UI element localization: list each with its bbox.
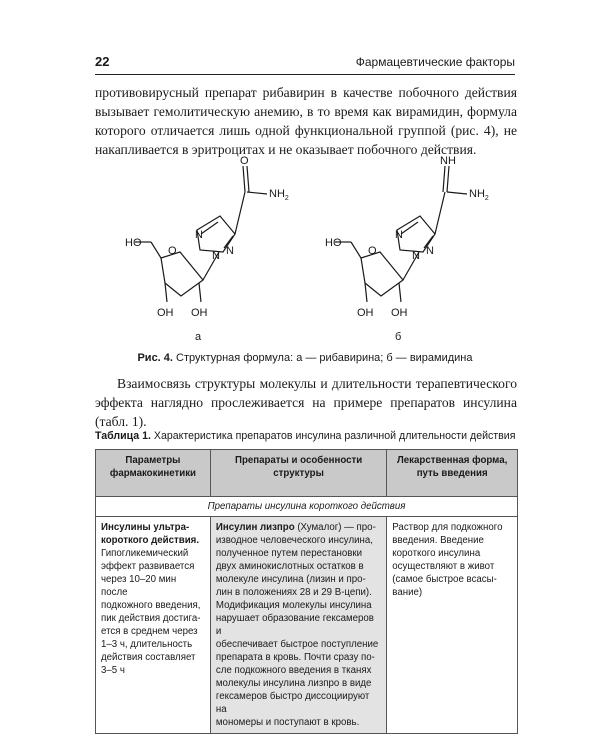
running-title: Фармацевтические факторы <box>355 55 515 69</box>
insulin-table <box>95 449 518 734</box>
hydroxyl-ho-b: HO <box>325 237 342 249</box>
figure-label-a: а <box>195 331 202 343</box>
figure-label-b: б <box>395 331 402 343</box>
page-header <box>95 52 515 75</box>
cell-pharmacokinetics: Инсулины ультра- короткого действия. Гипогликемический эффект развивается через 10–20 мин после подкожного введения, пик действия достига- ется в среднем через 1–3 ч, длительность действия составляет 3–5 ч <box>96 517 211 734</box>
imine-nh-b: NH <box>440 155 456 167</box>
table-header-row <box>96 450 518 497</box>
ring-oxygen-a: O <box>168 245 177 257</box>
amidine-nh2-b: $NH_2$ <box>469 188 489 202</box>
paragraph-insulin: Взаимосвязь структуры молекулы и длительности терапевтического эффекта наглядно прослеживается на примере препаратов инсулина (табл. 1). <box>95 376 517 429</box>
molecule-ribavirin <box>125 155 289 343</box>
ribose-ring-b <box>361 252 403 296</box>
figure-caption <box>95 352 515 364</box>
cell-lispro-title: Инсулин лизпро <box>215 522 295 533</box>
molecule-viramidine <box>325 155 489 343</box>
ring-oxygen-b: O <box>368 245 377 257</box>
section-short-acting: Препараты инсулина короткого действия <box>96 497 518 517</box>
table-caption <box>95 430 525 442</box>
atom-n-a1: N <box>195 229 203 241</box>
figure-caption-text: Структурная формула: а — рибавирина; б — вирамидина <box>172 352 473 364</box>
carbonyl-oxygen-a: O <box>240 155 249 167</box>
structural-formulas-figure <box>95 150 515 345</box>
atom-n-b2: N <box>426 245 434 257</box>
header-pharmacokinetics: Параметры фармакокинетики <box>96 450 211 497</box>
atom-n-b3: N <box>412 250 420 262</box>
cell-preparation-structure: Инсулин лизпро (Хумалог) — про- изводное человеческого инсулина, полученное путем перестановки двух аминокислотных остатков в молекуле инсулина (лизин и про- лин в положениях 28 и 29 B-цепи). Модификация молекулы инсулина нарушает образование гексамеров и обеспечивает быстрое поступление препарата в кровь. Почти сразу по- сле подкожного введения в тканях молекулы инсулина лизпро в виде гексамеров быстро диссоциируют на мономеры и поступают в кровь. <box>210 517 386 734</box>
cell-ultrashort-title: Инсулины ультра- короткого действия. <box>101 522 200 546</box>
cell-dosage-form: Раствор для подкожного введения. Введение короткого инсулина осуществляют в живот (самое быстрое всасы- вание) <box>387 517 518 734</box>
table-row <box>96 517 518 734</box>
header-preparations: Препараты и особенности структуры <box>210 450 386 497</box>
ribose-ring-a <box>161 252 203 296</box>
amide-nh2-a: $NH_2$ <box>269 188 289 202</box>
hydroxyl-oh-a1: OH <box>157 307 174 319</box>
figure-caption-label: Рис. 4. <box>137 352 173 364</box>
hydroxyl-oh-a2: OH <box>191 307 208 319</box>
atom-n-a2: N <box>226 245 234 257</box>
table-caption-label: Таблица 1. <box>95 430 151 442</box>
atom-n-b1: N <box>395 229 403 241</box>
table-caption-text: Характеристика препаратов инсулина различной длительности действия <box>150 430 516 442</box>
hydroxyl-oh-b2: OH <box>391 307 408 319</box>
table-section-row <box>96 497 518 517</box>
hydroxyl-ho-a: HO <box>125 237 142 249</box>
atom-n-a3: N <box>212 250 220 262</box>
hydroxyl-oh-b1: OH <box>357 307 374 319</box>
paragraph-ribavirin: противовирусный препарат рибавирин в качестве побочного действия вызывает гемолитическую анемию, в то время как вирамидин, формула которого отличается лишь одной функциональной группой (рис. 4), не накапливается в эритроцитах и не оказывает побочного действия. <box>95 85 517 157</box>
header-dosage-form: Лекарственная форма, путь введения <box>387 450 518 497</box>
page-number: 22 <box>95 54 110 69</box>
